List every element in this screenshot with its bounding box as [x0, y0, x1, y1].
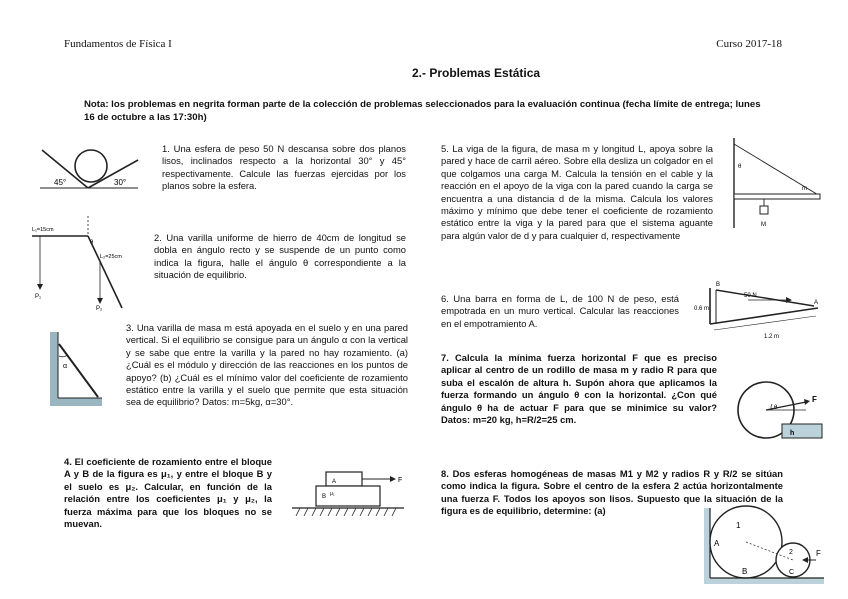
fig4-mu1: μ₁ — [330, 491, 335, 497]
fig3-alpha: α — [63, 363, 68, 370]
page-title: 2.- Problemas Estática — [412, 66, 541, 80]
fig7-h: h — [790, 430, 795, 437]
problem-8: 8. Dos esferas homogéneas de masas M1 y M2 y radios R y R/2 se sitúan como indica la figura. Sobre el centro de la esfera 2 actúa horizontalmente una fuerza F. Todos los apoyos son lisos. Supuesto que la situación de la figura es de equilibrio, determine: (a) — [441, 468, 783, 517]
figure-6 — [688, 280, 824, 350]
problem-2: 2. Una varilla uniforme de hierro de 40cm de longitud se dobla en ángulo recto y se suspende de un punto como indica la figura, halle el ángulo θ correspondiente a la situación de equilibrio. — [154, 232, 406, 281]
fig6-height: 0.6 m — [694, 306, 710, 312]
figure-2 — [30, 214, 130, 310]
fig8-b: B — [742, 567, 748, 576]
fig7-theta: θ — [774, 405, 778, 411]
fig4-force: F — [398, 477, 403, 484]
fig8-force: F — [816, 549, 821, 558]
problem-3: 3. Una varilla de masa m está apoyada en el suelo y en una pared vertical. Si el equilibrio se consigue para un ángulo α con la vertical y se sabe que entre la varilla y la pared no hay rozamiento. (a) ¿Cuál es el módulo y dirección de las reacciones en los puntos de apoyo? (b) ¿Cuál es el mínimo valor del coeficiente de rozamiento estático entre la varilla y el suelo que permite que esta situación sea de equilibrio? Datos: m=5kg, α=30°. — [126, 322, 408, 408]
fig2-p1: P₁ — [35, 294, 42, 300]
figure-7 — [734, 378, 824, 442]
fig1-angle-right: 30° — [114, 178, 127, 187]
fig5-mass: M — [761, 222, 766, 228]
fig2-l1: L₁=15cm — [32, 227, 54, 233]
fig4-block-b: B — [322, 494, 327, 500]
fig5-m: m — [802, 186, 807, 192]
figure-4 — [288, 462, 408, 524]
problem-4: 4. El coeficiente de rozamiento entre el bloque A y B de la figura es μ₁, y entre el bloque B y el suelo es μ₂. Calcular, en función de la relación entre los coeficientes μ₁ y μ₂, la fuerza máxima para que los bloques no se muevan. — [64, 456, 272, 530]
fig2-theta: θ — [90, 240, 94, 246]
fig2-p2: P₂ — [96, 306, 103, 312]
fig8-one: 1 — [736, 521, 741, 530]
fig5-theta: θ — [738, 164, 742, 170]
fig6-force: 50 N — [744, 293, 757, 299]
fig2-l2: L₂=25cm — [100, 254, 122, 260]
problem-5: 5. La viga de la figura, de masa m y longitud L, apoya sobre la pared y hace de carril aéreo. Sobre ella desliza un colgador en el que colgamos una carga M. Calcula la tensión en el cable y la reacción en el apoyo de la viga con la pared cuando la carga se encuentra a una distancia d de la misma. Calcula los valores máximo y mínimo que debe tener el coeficiente de rozamiento estático entre la viga y la pared para que el sistema aguante para algún valor de d y para cualquier d, respectivamente — [441, 143, 713, 241]
course-year: Curso 2017-18 — [716, 38, 782, 50]
problem-7: 7. Calcula la mínima fuerza horizontal F que es preciso aplicar al centro de un rodillo de masa m y radio R para que suba el escalón de altura h. Supón ahora que aplicamos la fuerza formando un ángulo θ con la horizontal. ¿Con qué ángulo θ ha de actuar F para que se minimice su valor? Datos: m=20 kg, h=R/2=25 cm. — [441, 352, 717, 426]
fig1-angle-left: 45° — [54, 178, 67, 187]
problem-6: 6. Una barra en forma de L, de 100 N de peso, está empotrada en un muro vertical. Calcular las reacciones en el empotramiento A. — [441, 293, 679, 329]
figure-3 — [48, 330, 104, 410]
figure-1 — [40, 138, 140, 190]
course-name: Fundamentos de Física I — [64, 38, 172, 50]
fig8-c: C — [789, 569, 795, 576]
figure-5 — [728, 138, 824, 230]
fig6-length: 1.2 m — [764, 334, 780, 340]
fig6-a: A — [814, 300, 819, 306]
note: Nota: los problemas en negrita forman parte de la colección de problemas seleccionados para la evaluación continua (fecha límite de entrega; lunes 16 de octubre a las 17:30h) — [84, 99, 761, 123]
fig8-a: A — [714, 539, 720, 548]
figure-8 — [704, 508, 828, 588]
fig7-force: F — [812, 395, 817, 404]
fig4-block-a: A — [332, 479, 337, 485]
fig8-two: 2 — [789, 549, 793, 556]
fig6-b: B — [716, 282, 721, 288]
problem-1: 1. Una esfera de peso 50 N descansa sobre dos planos lisos, inclinados respecto a la horizontal 30° y 45° respectivamente. Calcule las fuerzas ejercidas por los planos sobre la esfera. — [162, 143, 406, 192]
